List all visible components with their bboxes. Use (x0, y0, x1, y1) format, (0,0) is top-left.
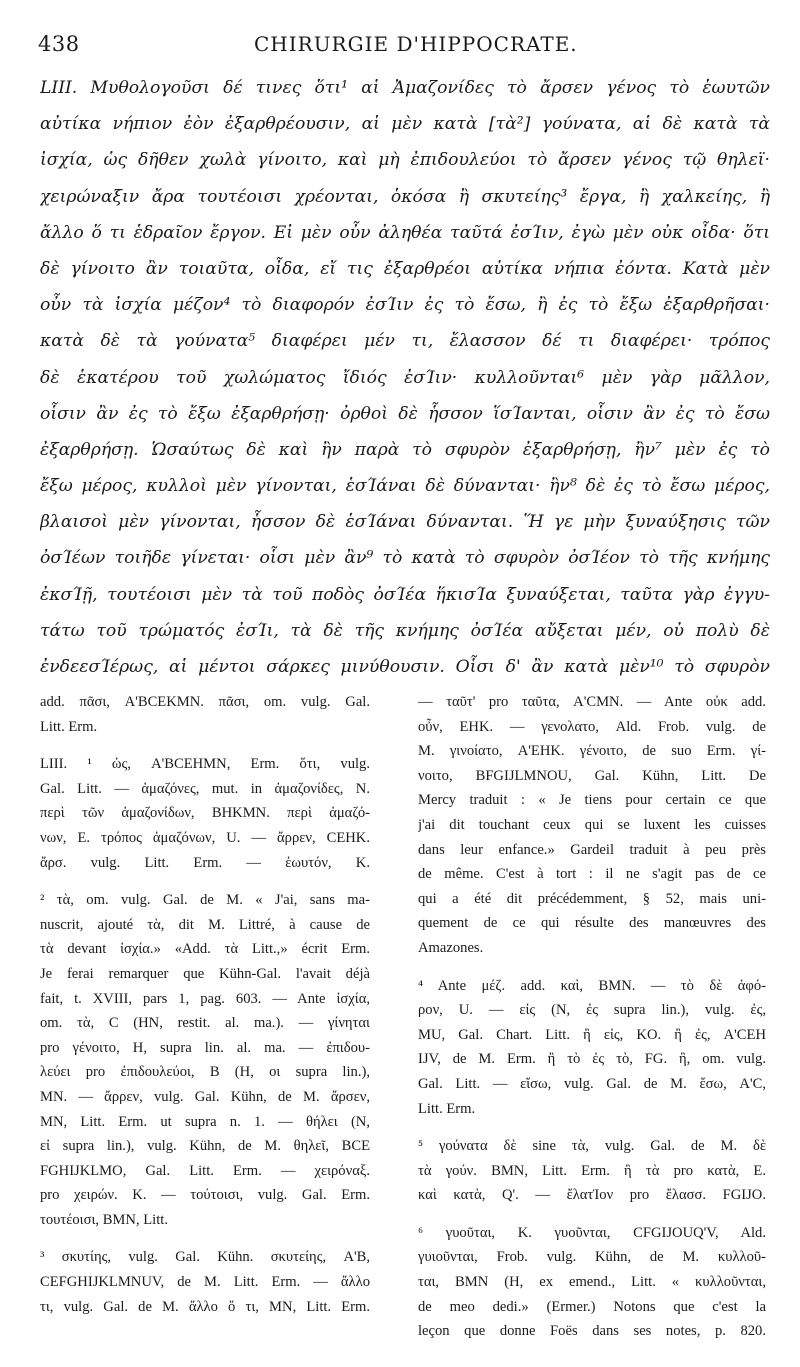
text-line: M. γινοίατο, A'EHK. γένοιτο, de suo Erm. γί- (418, 743, 766, 760)
page-number: 438 (38, 32, 80, 56)
text-line: περὶ τῶν ἀμαζονίδων, BHKMN. περὶ ἀμαζό- (40, 805, 370, 822)
text-line: ἐκσΊῇ, τουτέοισι μὲν τὰ τοῦ ποδὸς ὀσΊέα ἥκισΊα ξυναύξεται, ταῦτα γὰρ ἐγγυ- (40, 584, 770, 605)
text-line: Amazones. (418, 939, 484, 956)
text-line: qui a été dit précédemment, § 52, mais uni- (418, 890, 766, 907)
text-line: LIII. ¹ ὡς, A'BCEHMN, Erm. ὅτι, vulg. (40, 756, 370, 773)
text-line: dans leur enfance.» Gardeil traduit à peu près (418, 841, 766, 858)
text-line: νων, E. τρόπος ἀμαζόνων, U. — ἄρρεν, CEHK. (40, 829, 370, 846)
text-line: αὐτίκα νήπιον ἐὸν ἐξαρθρέουσιν, αἱ μὲν κατὰ [τὰ²] γούνατα, αἱ δὲ κατὰ τὰ (40, 114, 770, 135)
text-line: Mercy traduit : « Je tiens pour certain ce que (418, 792, 766, 809)
text-line: ἄρσ. vulg. Litt. Erm. — ἑωυτόν, K. (40, 854, 370, 871)
text-line: de meo dedi.» (Ermer.) Notons que c'est la (418, 1298, 766, 1315)
footnotes-left-column (40, 690, 370, 1319)
text-line: ἰσχία, ὡς δῆθεν χωλὰ γίνοιτο, καὶ μὴ ἐπιδουλεύοι τὸ ἄρσεν γένος τῷ θηλεϊ· (40, 150, 770, 171)
text-line: FGHIJKLMO, Gal. Litt. Erm. — χειρόναξ. (40, 1162, 370, 1179)
text-line: εἰ supra lin.), vulg. Kühn, de M. θηλεῖ, BCE (40, 1138, 370, 1155)
text-line: λεύει pro ἐπιδουλεύοι, B (H, οι supra lin.), (40, 1064, 370, 1081)
text-line: IJV, de M. Erm. ἢ τὸ ἐς τὸ, FG. ἢ, om. vulg. (418, 1051, 766, 1068)
text-line: ⁵ γούνατα δὲ sine τὰ, vulg. Gal. de M. δὲ (418, 1138, 766, 1155)
text-line: j'ai dit touchant ceux qui se luxent les cuisses (418, 816, 766, 833)
text-line: ἔξω μέρος, κυλλοὶ μὲν γίνονται, ἑσΊάναι δὲ δύνανται· ἢν⁸ δὲ ἐς τὸ ἔσω μέρος, (40, 476, 770, 497)
text-line: ² τὰ, om. vulg. Gal. de M. « J'ai, sans ma- (40, 892, 370, 909)
text-line: ³ σκυτίης, vulg. Gal. Kühn. σκυτείης, A'B, (40, 1249, 370, 1266)
text-line: LIII. Μυθολογοῦσι δέ τινες ὅτι¹ αἱ Ἀμαζονίδες τὸ ἄρσεν γένος τὸ ἑωυτῶν (40, 78, 770, 98)
text-line: om. τὰ, C (HN, restit. al. ma.). — γίνηται (40, 1015, 370, 1032)
text-line: MN, Litt. Erm. ut supra n. 1. — θήλει (N, (40, 1113, 370, 1130)
running-title: CHIRURGIE D'HIPPOCRATE. (254, 32, 578, 56)
text-line: leçon que donne Foës dans ses notes, p. 820. (418, 1323, 766, 1340)
text-line: ⁶ γυοῦται, K. γυοῦνται, CFGIJOUQ'V, Ald. (418, 1224, 766, 1241)
text-line: τάτω τοῦ τρώματός ἐσΊι, τὰ δὲ τῆς κνήμης ὀσΊέα αὔξεται μέν, οὐ πολὺ δὲ (40, 620, 770, 641)
text-line: fait, t. XVIII, pars 1, pag. 603. — Ante ἰσχία, (40, 990, 370, 1007)
text-line: οὖν τὰ ἰσχία μέζον⁴ τὸ διαφορόν ἐσΊιν ἐς τὸ ἔσω, ἢ ἐς τὸ ἔξω ἐξαρθρῆσαι· (40, 295, 770, 316)
text-line: δὲ ἑκατέρου τοῦ χωλώματος ἴδιός ἐσΊιν· κυλλοῦνται⁶ μὲν γὰρ μᾶλλον, (40, 367, 770, 388)
greek-text-block (40, 70, 770, 685)
text-line: χειρώναξιν ἄρα τουτέοισι χρέονται, ὁκόσα ἢ σκυτείης³ ἔργα, ἢ χαλκείης, ἢ (40, 186, 770, 207)
text-line: quement de ce qui résulte des manœuvres des (418, 915, 766, 932)
text-line: Je ferai remarquer que Kühn-Gal. l'avait déjà (40, 965, 370, 982)
text-line: pro χειρών. K. — τούτοισι, vulg. Gal. Erm. (40, 1187, 370, 1204)
text-line: ρον, U. — εἰς (N, ἐς supra lin.), vulg. ἐς, (418, 1002, 766, 1019)
text-line: δὲ γίνοιτο ἂν τοιαῦτα, οἶδα, εἴ τις ἐξαρθρέοι αὐτίκα νήπια ἐόντα. Κατὰ μὲν (40, 258, 770, 279)
text-line: ὀσΊέων τοιῆδε γίνεται· οἷσι μὲν ἂν⁹ τὸ κατὰ τὸ σφυρὸν ὀσΊέον τὸ τῆς κνήμης (40, 548, 770, 569)
text-line: Gal. Litt. — ἀμαζόνες, mut. in ἀμαζονίδες, N. (40, 780, 370, 797)
text-line: οἷσιν ἂν ἐς τὸ ἔξω ἐξαρθρήσῃ· ὀρθοὶ δὲ ἧσσον ἵσΊανται, οἷσιν ἂν ἐς τὸ ἔσω (40, 403, 770, 424)
text-line: καὶ κατὰ, Q'. — ἔλατΊον pro ἔλασσ. FGIJO. (418, 1187, 766, 1204)
text-line: γυιοῦνται, Frob. vulg. Kühn, de M. κυλλοῦ- (418, 1249, 766, 1266)
text-line: τὰ γούν. BMN, Litt. Erm. ἢ τὰ pro κατὰ, E. (418, 1162, 766, 1179)
text-line: CEFGHIJKLMNUV, de M. Litt. Erm. — ἄλλο (40, 1274, 370, 1291)
text-line: τι, vulg. Gal. de M. ἄλλο ὅ τι, MN, Litt. Erm. (40, 1298, 370, 1315)
text-line: — ταῦτ' pro ταῦτα, A'CMN. — Ante οὐκ add. (418, 694, 766, 710)
text-line: ἐνδεεσΊέρως, αἱ μέντοι σάρκες μινύθουσιν. Οἷσι δ' ἂν κατὰ μὲν¹⁰ τὸ σφυρὸν (40, 657, 770, 677)
text-line: MN. — ἄρρεν, vulg. Gal. Kühn, de M. ἄρσεν, (40, 1088, 370, 1105)
text-line: ἐξαρθρήσῃ. Ὡσαύτως δὲ καὶ ἢν παρὰ τὸ σφυρὸν ἐξαρθρήσῃ, ἢν⁷ μὲν ἐς τὸ (40, 439, 770, 460)
text-line: οὖν, EHK. — γενολατο, Ald. Frob. vulg. de (418, 718, 766, 735)
text-line: ἄλλο ὅ τι ἑδραῖον ἔργον. Εἰ μὲν οὖν ἀληθέα ταῦτά ἐσΊιν, ἐγὼ μὲν οὐκ οἶδα· ὅτι (40, 222, 770, 243)
text-line: ⁴ Ante μέζ. add. καὶ, BMN. — τὸ δὲ ἀφό- (418, 977, 766, 994)
text-line: Litt. Erm. (418, 1100, 476, 1117)
text-line: nuscrit, ajouté τὰ, dit M. Littré, à cause de (40, 916, 370, 933)
text-line: pro γένοιτο, H, supra lin. al. ma. — ἐπιδου- (40, 1039, 370, 1056)
text-line: κατὰ δὲ τὰ γούνατα⁵ διαφέρει μέν τι, ἔλασσον δέ τι διαφέρει· τρόπος (40, 331, 770, 352)
text-line: τὰ devant ἰσχία.» «Add. τὰ Litt.,» écrit Erm. (40, 941, 370, 958)
text-line: Litt. Erm. (40, 718, 98, 735)
text-line: Gal. Litt. — εἴσω, vulg. Gal. de M. ἔσω, A'C, (418, 1075, 766, 1092)
text-line: νοιτο, BFGIJLMNOU, Gal. Kühn, Litt. De (418, 767, 766, 784)
footnotes-right-column (418, 690, 766, 1344)
text-line: de même. C'est à tort : il ne s'agit pas de ce (418, 866, 766, 883)
page-header (34, 30, 794, 62)
text-line: βλαισοὶ μὲν γίνονται, ἧσσον δὲ ἑσΊάναι δύνανται. Ἥ γε μὴν ξυναύξησις τῶν (40, 512, 770, 533)
text-line: τουτέοισι, BMN, Litt. (40, 1211, 168, 1228)
text-line: ται, BMN (H, ex emend., Litt. « κυλλοῦνται, (418, 1274, 766, 1291)
text-line: add. πᾶσι, A'BCEKMN. πᾶσι, om. vulg. Gal. (40, 694, 370, 710)
text-line: MU, Gal. Chart. Litt. ἢ εἰς, KO. ἢ ἐς, A'CEH (418, 1026, 766, 1043)
